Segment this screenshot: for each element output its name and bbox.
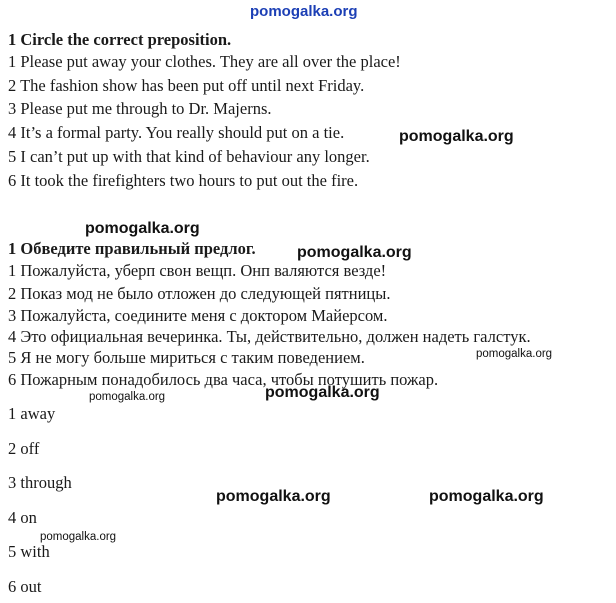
english-sentence-4: 4 It’s a formal party. You really should put on a tie. [8,123,345,142]
watermark: pomogalka.org [429,488,544,505]
english-sentence-1: 1 Please put away your clothes. They are all over the place! [8,52,401,71]
russian-heading: 1 Обведите правильный предлог. [8,239,256,258]
answer-5: 5 with [8,542,50,561]
answer-2: 2 off [8,439,40,458]
russian-sentence-2: 2 Показ мод не было отложен до следующей пятницы. [8,284,391,303]
english-sentence-2: 2 The fashion show has been put off until next Friday. [8,76,365,95]
english-heading: 1 Circle the correct preposition. [8,30,232,49]
watermark: pomogalka.org [216,488,331,505]
english-sentence-5: 5 I can’t put up with that kind of behaviour any longer. [8,147,370,166]
watermark: pomogalka.org [399,128,514,145]
watermark: pomogalka.org [40,531,117,543]
watermark: pomogalka.org [297,244,412,261]
russian-sentence-1: 1 Пожалуйста, уберп свон вещп. Онп валяются везде! [8,261,387,280]
russian-sentence-6: 6 Пожарным понадобилось два часа, чтобы потушить пожар. [8,370,439,389]
english-sentence-3: 3 Please put me through to Dr. Majerns. [8,99,272,118]
answer-3: 3 through [8,473,72,492]
answer-6: 6 out [8,577,42,596]
russian-sentence-4: 4 Это официальная вечеринка. Ты, действительно, должен надеть галстук. [8,327,531,346]
russian-sentence-3: 3 Пожалуйста, соедините меня с доктором Майерсом. [8,306,388,325]
watermark: pomogalka.org [85,220,200,237]
watermark-top: pomogalka.org [250,3,358,20]
answer-4: 4 on [8,508,37,527]
russian-sentence-5: 5 Я не могу больше мириться с таким поведением. [8,348,365,367]
answer-1: 1 away [8,404,56,423]
watermark: pomogalka.org [265,384,380,401]
english-sentence-6: 6 It took the firefighters two hours to put out the fire. [8,171,359,190]
watermark: pomogalka.org [89,391,166,403]
watermark: pomogalka.org [476,348,553,360]
